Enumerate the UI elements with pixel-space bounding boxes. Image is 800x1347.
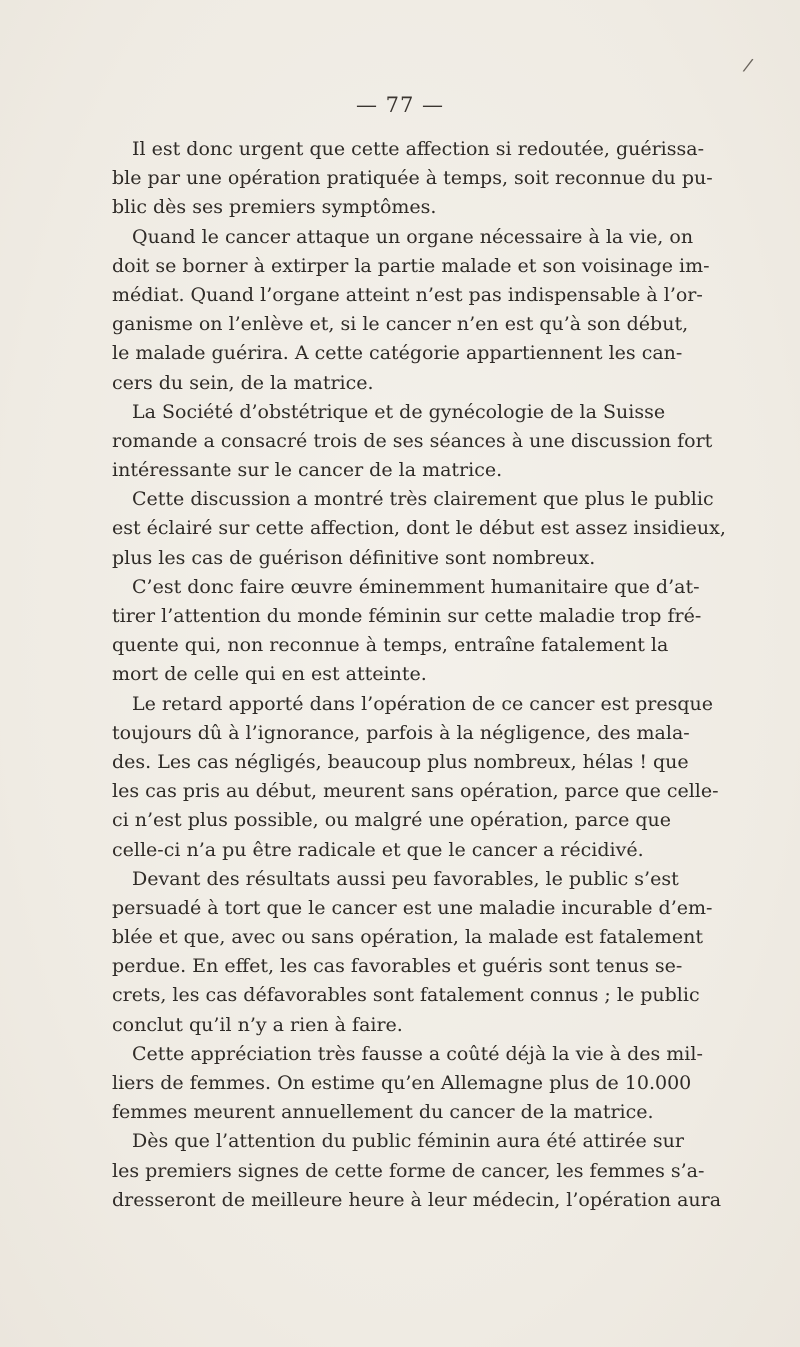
text-line: crets, les cas défavorables sont fatalement connus ; le public (112, 984, 700, 1007)
text-line: romande a consacré trois de ses séances à une discussion fort (112, 429, 713, 452)
text-line: médiat. Quand l’organe atteint n’est pas indispensable à l’or- (112, 283, 703, 306)
text-line: mort de celle qui en est atteinte. (112, 663, 427, 686)
text-line: intéressante sur le cancer de la matrice. (112, 459, 503, 482)
text-line: plus les cas de guérison définitive sont nombreux. (112, 546, 596, 569)
text-line: les cas pris au début, meurent sans opération, parce que celle- (112, 780, 719, 803)
text-line: perdue. En effet, les cas favorables et guéris sont tenus se- (112, 955, 683, 978)
text-line: quente qui, non reconnue à temps, entraîne fatalement la (112, 634, 669, 657)
text-line: ble par une opération pratiquée à temps, soit reconnue du pu- (112, 167, 713, 190)
text-line: est éclairé sur cette affection, dont le début est assez insidieux, (112, 517, 726, 540)
page-number: — 77 — (355, 93, 445, 117)
text-line: Devant des résultats aussi peu favorables, le public s’est (132, 867, 679, 890)
text-line: ci n’est plus possible, ou malgré une opération, parce que (112, 809, 671, 832)
text-line: des. Les cas négligés, beaucoup plus nombreux, hélas ! que (112, 750, 689, 773)
text-line: Quand le cancer attaque un organe nécessaire à la vie, on (132, 225, 694, 248)
text-line: les premiers signes de cette forme de cancer, les femmes s’a- (112, 1159, 705, 1182)
text-line: dresseront de meilleure heure à leur médecin, l’opération aura (112, 1188, 722, 1211)
text-line: doit se borner à extirper la partie malade et son voisinage im- (112, 254, 710, 277)
text-line: le malade guérira. A cette catégorie appartiennent les can- (112, 342, 683, 365)
text-line: conclut qu’il n’y a rien à faire. (112, 1013, 403, 1036)
text-line: celle-ci n’a pu être radicale et que le cancer a récidivé. (112, 838, 644, 861)
text-line: Le retard apporté dans l’opération de ce cancer est presque (132, 692, 714, 715)
text-line: liers de femmes. On estime qu’en Allemagne plus de 10.000 (112, 1072, 692, 1094)
text-line: femmes meurent annuellement du cancer de la matrice. (112, 1101, 654, 1124)
text-line: toujours dû à l’ignorance, parfois à la négligence, des mala- (112, 721, 690, 744)
text-line: Il est donc urgent que cette affection si redoutée, guérissa- (132, 138, 704, 160)
body-text (112, 135, 726, 1215)
text-line: persuadé à tort que le cancer est une maladie incurable d’em- (112, 896, 713, 919)
text-line: La Société d’obstétrique et de gynécologie de la Suisse (132, 400, 666, 423)
text-line: ganisme on l’enlève et, si le cancer n’en est qu’à son début, (112, 313, 689, 336)
pencil-mark: / (741, 54, 755, 77)
text-line: Dès que l’attention du public féminin aura été attirée sur (132, 1130, 684, 1153)
text-line: tirer l’attention du monde féminin sur cette maladie trop fré- (112, 605, 702, 627)
text-line: Cette appréciation très fausse a coûté déjà la vie à des mil- (132, 1042, 703, 1065)
text-line: blic dès ses premiers symptômes. (112, 196, 437, 219)
text-line: C’est donc faire œuvre éminemment humanitaire que d’at- (132, 575, 700, 598)
text-line: blée et que, avec ou sans opération, la malade est fatalement (112, 926, 704, 949)
text-line: Cette discussion a montré très clairement que plus le public (132, 488, 714, 511)
text-line: cers du sein, de la matrice. (112, 371, 374, 394)
